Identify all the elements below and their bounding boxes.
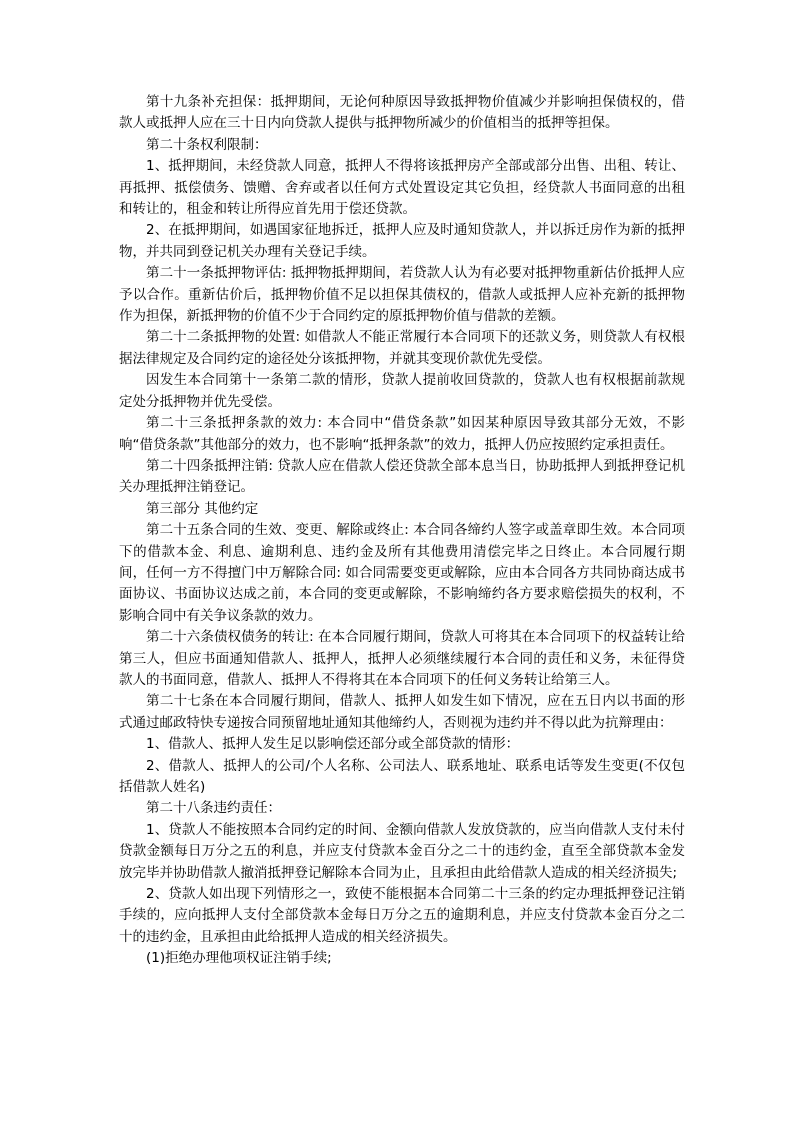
paragraph-article-27-item-2: 2、借款人、抵押人的公司/个人名称、公司法人、联系地址、联系电话等发生变更(不仅包括借款人姓名) (119, 757, 685, 795)
paragraph-article-27: 第二十七条在本合同履行期间，借款人、抵押人如发生如下情况，应在五日内以书面的形式通过邮政特快专递按合同预留地址通知其他缔约人，否则视为违约并不得以此为抗辩理由： (119, 693, 685, 731)
paragraph-article-25: 第二十五条合同的生效、变更、解除或终止: 本合同各缔约人签字或盖章即生效。本合同项下的借款本金、利息、逾期利息、违约金及所有其他费用清偿完毕之日终止。本合同履行期间，任何一方不得擅门中万解除合同: 如合同需要变更或解除，应由本合同各方共同协商达成书面协议、书面协议达成之前，本合同的变更或解除，不影响缔约各方要求赔偿损失的权利，不影响合同中有关争议条款的效力。 (119, 522, 685, 624)
paragraph-article-20-item-2: 2、在抵押期间，如遇国家征地拆迁，抵押人应及时通知贷款人，并以拆迁房作为新的抵押物，并共同到登记机关办理有关登记手续。 (119, 222, 685, 260)
paragraph-article-22-continued: 因发生本合同第十一条第二款的情形，贷款人提前收回贷款的，贷款人也有权根据前款规定处分抵押物并优先受偿。 (119, 372, 685, 410)
paragraph-article-19: 第十九条补充担保：抵押期间，无论何种原因导致抵押物价值减少并影响担保债权的，借款人或抵押人应在三十日内向贷款人提供与抵押物所减少的价值相当的抵押等担保。 (119, 94, 685, 132)
paragraph-article-20-title: 第二十条权利限制： (146, 136, 268, 153)
document-page (119, 92, 685, 970)
paragraph-article-23: 第二十三条抵押条款的效力: 本合同中“借贷条款”如因某种原因导致其部分无效，不影响“借贷条款”其他部分的效力，也不影响“抵押条款”的效力，抵押人仍应按照约定承担责任。 (119, 415, 685, 453)
paragraph-article-28-item-1: 1、贷款人不能按照本合同约定的时间、金额向借款人发放贷款的，应当向借款人支付未付贷款金额每日万分之五的利息，并应支付贷款本金百分之二十的违约金，直至全部贷款本金发放完毕并协助借款人撤消抵押登记解除本合同为止，且承担由此给借款人造成的相关经济损失; (119, 821, 685, 881)
paragraph-article-28-sub-1: (1)拒绝办理他项权证注销手续; (146, 950, 332, 967)
paragraph-article-21: 第二十一条抵押物评估: 抵押物抵押期间，若贷款人认为有必要对抵押物重新估价抵押人应予以合作。重新估价后，抵押物价值不足以担保其债权的，借款人或抵押人应补充新的抵押物作为担保，新抵押物的价值不少于合同约定的原抵押物价值与借款的差额。 (119, 265, 685, 325)
paragraph-article-28-title: 第二十八条违约责任： (146, 800, 281, 817)
paragraph-article-27-item-1: 1、借款人、抵押人发生足以影响偿还部分或全部贷款的情形： (146, 736, 520, 753)
paragraph-article-26: 第二十六条债权债务的转让: 在本合同履行期间，贷款人可将其在本合同项下的权益转让给第三人，但应书面通知借款人、抵押人，抵押人必须继续履行本合同的责任和义务，未征得贷款人的书面同意，借款人、抵押人不得将其在本合同项下的任何义务转让给第三人。 (119, 629, 685, 688)
paragraph-article-24: 第二十四条抵押注销: 贷款人应在借款人偿还贷款全部本息当日，协助抵押人到抵押登记机关办理抵押注销登记。 (119, 457, 685, 496)
paragraph-article-20-item-1: 1、抵押期间，未经贷款人同意，抵押人不得将该抵押房产全部或部分出售、出租、转让、再抵押、抵偿债务、馈赠、舍弃或者以任何方式处置设定其它负担，经贷款人书面同意的出租和转让的，租金和转让所得应首先用于偿还贷款。 (119, 158, 685, 218)
paragraph-article-28-item-2: 2、贷款人如出现下列情形之一，致使不能根据本合同第二十三条的约定办理抵押登记注销手续的，应向抵押人支付全部贷款本金每日万分之五的逾期利息，并应支付贷款本金百分之二十的违约金，且承担由此给抵押人造成的相关经济损失。 (119, 886, 685, 945)
paragraph-article-22: 第二十二条抵押物的处置: 如借款人不能正常履行本合同项下的还款义务，则贷款人有权根据法律规定及合同约定的途径处分该抵押物，并就其变现价款优先受偿。 (119, 329, 685, 367)
section-heading-part-3: 第三部分 其他约定 (146, 500, 259, 517)
